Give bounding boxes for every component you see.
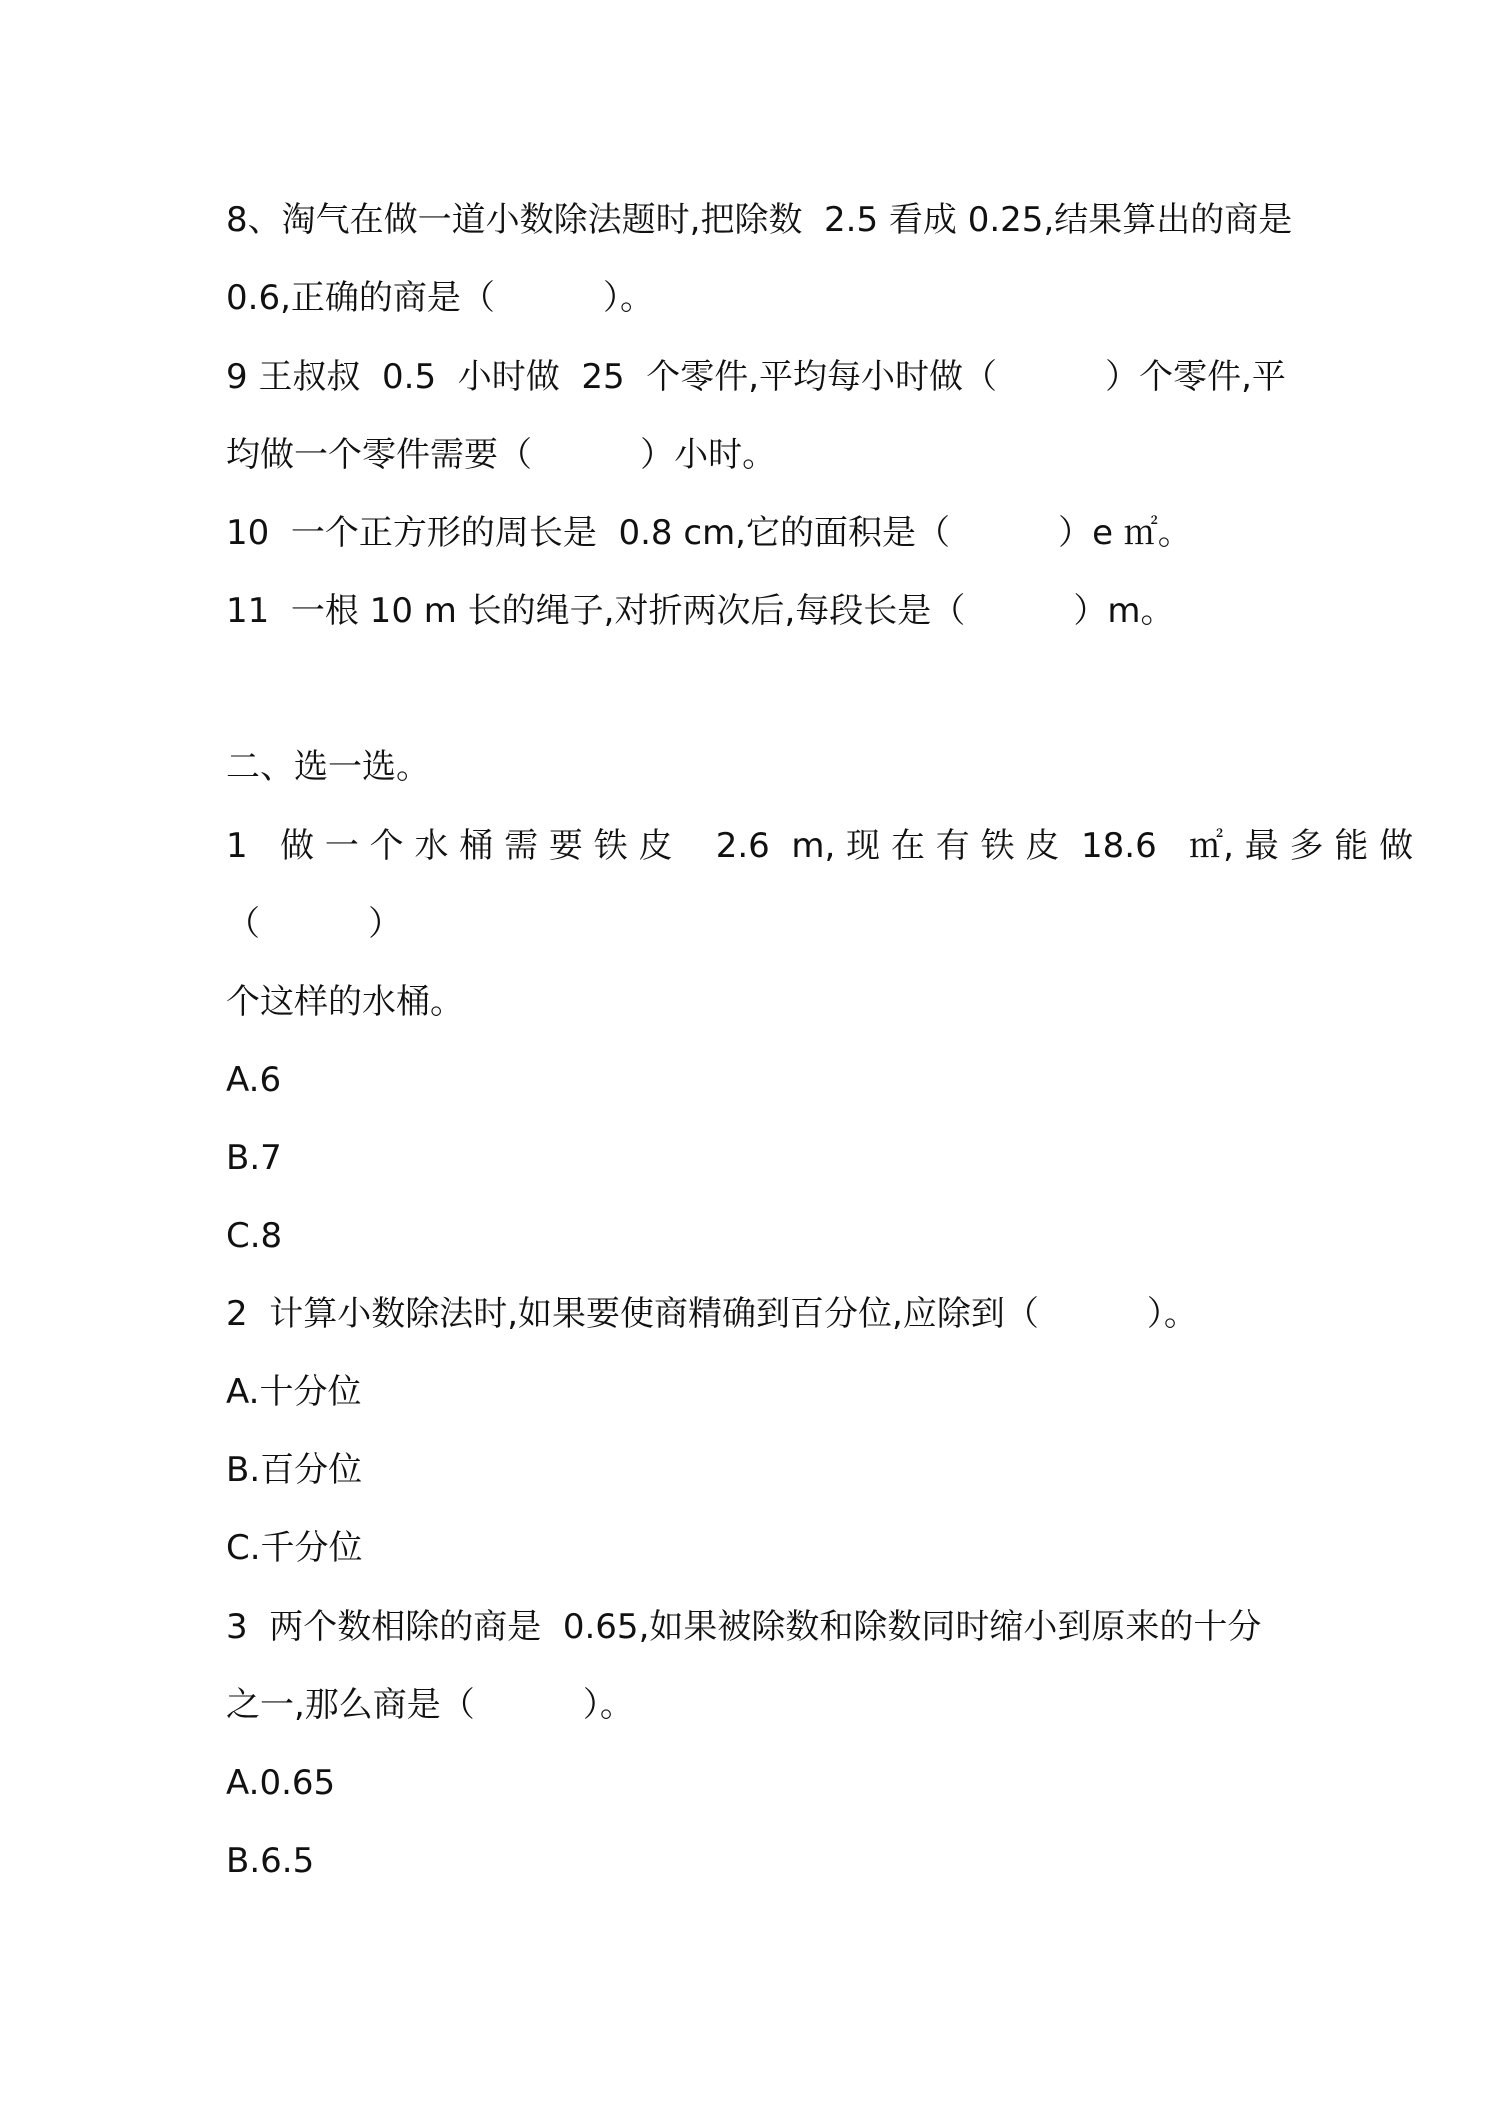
mc-question-1-option-a: A.6 [226, 1060, 282, 1100]
question-11: 11 一根 10 m 长的绳子,对折两次后,每段长是（ ）m。 [226, 591, 1175, 631]
mc-question-3-line-1: 3 两个数相除的商是 0.65,如果被除数和除数同时缩小到原来的十分 [226, 1607, 1262, 1647]
mc-question-2-option-c: C.千分位 [226, 1528, 363, 1568]
mc-question-1-line-1: 1 做 一 个 水 桶 需 要 铁 皮 2.6 m, 现 在 有 铁 皮 18.6 ㎡, 最 多 能 做 [226, 826, 1414, 866]
mc-question-1-blank: （ ） [226, 904, 403, 944]
question-9-line-1: 9 王叔叔 0.5 小时做 25 个零件,平均每小时做（ ）个零件,平 [226, 357, 1286, 397]
question-10: 10 一个正方形的周长是 0.8 cm,它的面积是（ ）e ㎡。 [226, 513, 1192, 553]
mc-question-1-option-c: C.8 [226, 1216, 283, 1256]
question-9-line-2: 均做一个零件需要（ ）小时。 [226, 435, 777, 475]
mc-question-3-option-a: A.0.65 [226, 1763, 336, 1803]
mc-question-2-option-b: B.百分位 [226, 1450, 363, 1490]
question-8-line-2: 0.6,正确的商是（ ）。 [226, 278, 654, 318]
mc-question-1-line-3: 个这样的水桶。 [226, 982, 464, 1022]
question-8-line-1: 8、淘气在做一道小数除法题时,把除数 2.5 看成 0.25,结果算出的商是 [226, 200, 1293, 240]
mc-question-3-option-b: B.6.5 [226, 1841, 315, 1881]
mc-question-3-line-2: 之一,那么商是（ ）。 [226, 1685, 634, 1725]
section-2-heading: 二、选一选。 [226, 747, 430, 787]
mc-question-2-option-a: A.十分位 [226, 1372, 362, 1412]
mc-question-2-line-1: 2 计算小数除法时,如果要使商精确到百分位,应除到（ ）。 [226, 1294, 1198, 1334]
mc-question-1-option-b: B.7 [226, 1138, 282, 1178]
